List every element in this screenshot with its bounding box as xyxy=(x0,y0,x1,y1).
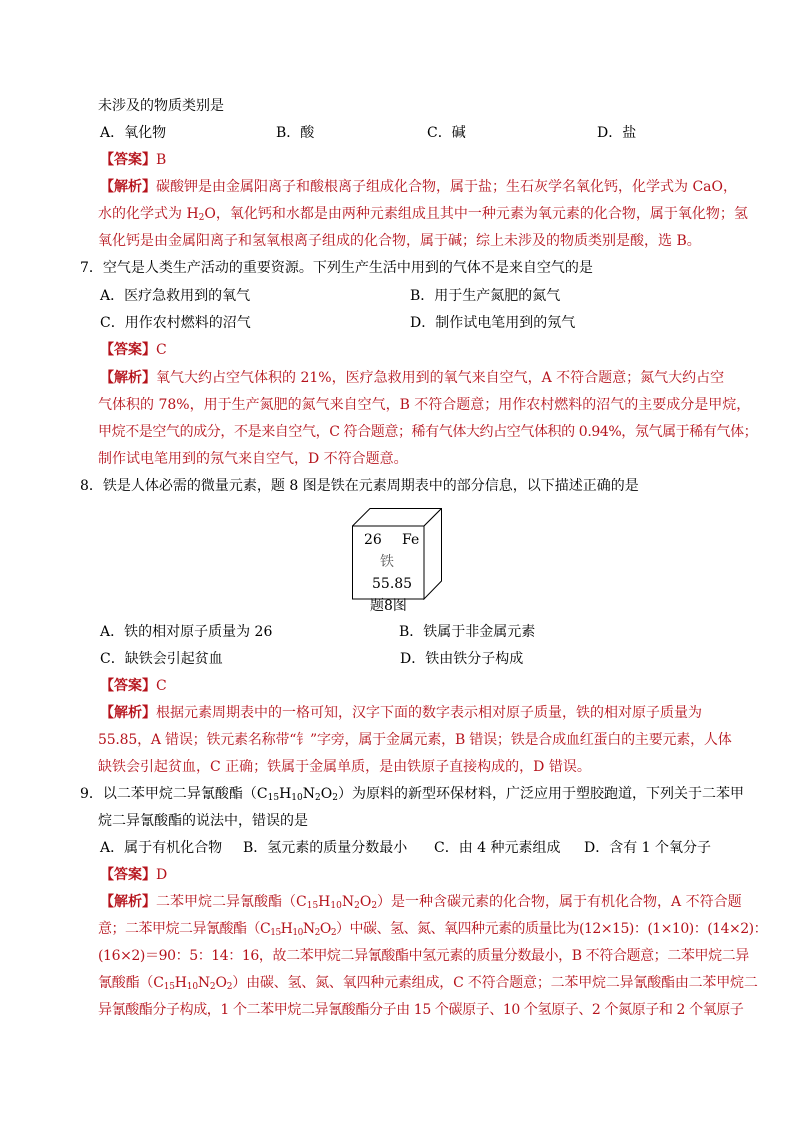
formula-symbol: H xyxy=(318,894,331,910)
analysis-text: 水的化学式为 H xyxy=(98,206,199,222)
q6-stem-continued: 未涉及的物质类别是 xyxy=(98,98,224,114)
analysis-text: 根据元素周期表中的一格可知，汉字下面的数字表示相对原子质量，铁的相对原子质量为 xyxy=(156,705,702,721)
q9-answer xyxy=(100,865,167,885)
formula-symbol: H xyxy=(279,786,292,802)
analysis-text: 氰酸酯（C xyxy=(98,975,164,991)
q9-option-a: A．属于有机化合物 xyxy=(100,840,223,856)
subscript: 10 xyxy=(291,793,303,803)
q9-option-b: B．氢元素的质量分数最小 xyxy=(243,840,408,856)
subscript: 10 xyxy=(186,982,198,992)
formula-symbol: O xyxy=(319,921,331,937)
q6-option-b: B．酸 xyxy=(276,125,315,141)
q7-analysis-line-4: 制作试电笔用到的氖气来自空气，D 不符合题意。 xyxy=(98,451,408,467)
q8-option-c: C．缺铁会引起贫血 xyxy=(100,651,223,667)
q6-option-d: D．盐 xyxy=(597,125,637,141)
formula-symbol: H xyxy=(174,975,187,991)
q7-analysis-line-2: 气体积的 78%，用于生产氮肥的氮气来自空气，B 不符合题意；用作农村燃料的沼气的主要成分是甲烷， xyxy=(98,397,751,413)
analysis-text: 氧气大约占空气体积的 21%，医疗急救用到的氧气来自空气，A 不符合题意；氮气大约占空 xyxy=(156,370,725,386)
subscript: 10 xyxy=(292,928,303,938)
answer-tag: 【答案】 xyxy=(100,342,156,358)
q8-analysis-line-1 xyxy=(100,703,702,723)
analysis-text: ）由碳、氢、氮、氧四种元素组成，C 不符合题意；二苯甲烷二异氰酸酯由二苯甲烷二 xyxy=(232,975,758,991)
formula-symbol: O xyxy=(215,975,227,991)
q7-answer xyxy=(100,340,167,360)
q6-analysis-line-3: 氧化钙是由金属阳离子和氢氧根离子组成的化合物，属于碱；综上未涉及的物质类别是酸，选 B。 xyxy=(98,233,701,249)
q7-stem: 7．空气是人类生产活动的重要资源。下列生产生活中用到的气体不是来自空气的是 xyxy=(80,260,593,276)
q8-analysis-line-3: 缺铁会引起贫血，C 正确；铁属于金属单质，是由铁原子直接构成的，D 错误。 xyxy=(98,759,591,775)
q8-stem: 8．铁是人体必需的微量元素，题 8 图是铁在元素周期表中的部分信息，以下描述正确的是 xyxy=(80,478,639,494)
q8-option-d: D．铁由铁分子构成 xyxy=(400,651,524,667)
analysis-text: ）中碳、氢、氮、氧四种元素的质量比为(12×15)：(1×10)：(14×2)： xyxy=(336,921,768,937)
q8-option-a: A．铁的相对原子质量为 26 xyxy=(100,624,273,640)
figure-caption: 题8图 xyxy=(370,598,407,614)
subscript: 2 xyxy=(315,793,321,803)
q7-option-b: B．用于生产氮肥的氮气 xyxy=(410,288,561,304)
q7-analysis-line-3: 甲烷不是空气的成分，不是来自空气，C 符合题意；稀有气体大约占空气体积的 0.94%，氖气属于稀有气体； xyxy=(98,424,758,440)
subscript: 15 xyxy=(267,793,280,803)
formula-symbol: O xyxy=(320,786,333,802)
q7-analysis-line-1 xyxy=(100,368,724,388)
q9-stem-line-1 xyxy=(80,784,744,804)
analysis-text: 碳酸钾是由金属阳离子和酸根离子组成化合物，属于盐；生石灰学名氧化钙，化学式为 CaO， xyxy=(156,179,737,195)
analysis-tag: 【解析】 xyxy=(100,179,156,195)
q8-analysis-line-2: 55.85，A 错误；铁元素名称带“钅”字旁，属于金属元素，B 错误；铁是合成血红蛋白的主要元素，人体 xyxy=(98,732,732,748)
q6-option-c: C．碱 xyxy=(427,125,466,141)
analysis-text: O，氧化钙和水都是由两种元素组成且其中一种元素为氧元素的化合物，属于氧化物；氢 xyxy=(204,206,748,222)
q7-option-d: D．制作试电笔用到的氖气 xyxy=(410,315,576,331)
element-atomic-mass: 55.85 xyxy=(372,576,413,592)
subscript: 15 xyxy=(270,928,281,938)
element-symbol: Fe xyxy=(402,532,420,548)
subscript: 15 xyxy=(163,982,175,992)
formula-symbol: N xyxy=(302,786,315,802)
q6-option-a: A．氧化物 xyxy=(100,125,167,141)
q9-analysis-line-4 xyxy=(98,973,758,993)
q9-option-d: D．含有 1 个氧分子 xyxy=(584,840,712,856)
q8-answer xyxy=(100,676,167,696)
formula-symbol: N xyxy=(197,975,210,991)
analysis-tag: 【解析】 xyxy=(100,894,156,910)
subscript: 10 xyxy=(330,901,342,911)
q9-analysis-line-3: (16×2)＝90：5：14：16，故二苯甲烷二异氰酸酯中氢元素的质量分数最小，B 不符合题意；二苯甲烷二异 xyxy=(98,948,749,964)
q9-option-c: C．由 4 种元素组成 xyxy=(434,840,561,856)
answer-tag: 【答案】 xyxy=(100,678,156,694)
formula-symbol: O xyxy=(359,894,372,910)
subscript: 2 xyxy=(226,982,233,992)
answer-value: C xyxy=(156,678,167,694)
stem-text: 9．以二苯甲烷二异氰酸酯（C xyxy=(80,786,268,802)
subscript: 2 xyxy=(371,901,378,911)
answer-value: C xyxy=(156,342,167,358)
stem-text: ）为原料的新型环保材料，广泛应用于塑胶跑道，下列关于二苯甲 xyxy=(337,786,744,802)
q8-option-b: B．铁属于非金属元素 xyxy=(399,624,536,640)
analysis-text: 二苯甲烷二异氰酸酯（C xyxy=(156,894,307,910)
q9-analysis-line-1 xyxy=(100,892,742,912)
q9-analysis-line-5: 异氰酸酯分子构成，1 个二苯甲烷二异氰酸酯分子由 15 个碳原子、10 个氢原子、2 个氮原子和 2 个氧原子 xyxy=(98,1002,744,1018)
subscript: 15 xyxy=(306,901,319,911)
subscript: 2 xyxy=(332,793,338,803)
answer-value: B xyxy=(156,152,167,168)
analysis-tag: 【解析】 xyxy=(100,370,156,386)
analysis-text: ）是一种含碳元素的化合物，属于有机化合物，A 不符合题 xyxy=(377,894,742,910)
element-atomic-number: 26 xyxy=(364,532,382,548)
subscript: 2 xyxy=(314,928,320,938)
q9-analysis-line-2 xyxy=(98,919,767,939)
element-name: 铁 xyxy=(380,554,394,570)
formula-symbol: H xyxy=(280,921,293,937)
analysis-tag: 【解析】 xyxy=(100,705,156,721)
answer-tag: 【答案】 xyxy=(100,152,156,168)
q6-analysis-line-1 xyxy=(100,177,737,197)
formula-symbol: N xyxy=(341,894,355,910)
subscript: 2 xyxy=(209,982,216,992)
subscript: 2 xyxy=(354,901,360,911)
subscript: 2 xyxy=(198,213,205,223)
q6-analysis-line-2 xyxy=(98,204,748,224)
q7-option-c: C．用作农村燃料的沼气 xyxy=(100,315,251,331)
q6-answer xyxy=(100,150,166,170)
answer-value: D xyxy=(156,867,168,883)
analysis-text: 意；二苯甲烷二异氰酸酯（C xyxy=(98,921,271,937)
subscript: 2 xyxy=(330,928,337,938)
formula-symbol: N xyxy=(302,921,315,937)
q7-option-a: A．医疗急救用到的氧气 xyxy=(100,288,251,304)
q9-stem-line-2: 烷二异氰酸酯的说法中，错误的是 xyxy=(98,813,308,829)
answer-tag: 【答案】 xyxy=(100,867,156,883)
